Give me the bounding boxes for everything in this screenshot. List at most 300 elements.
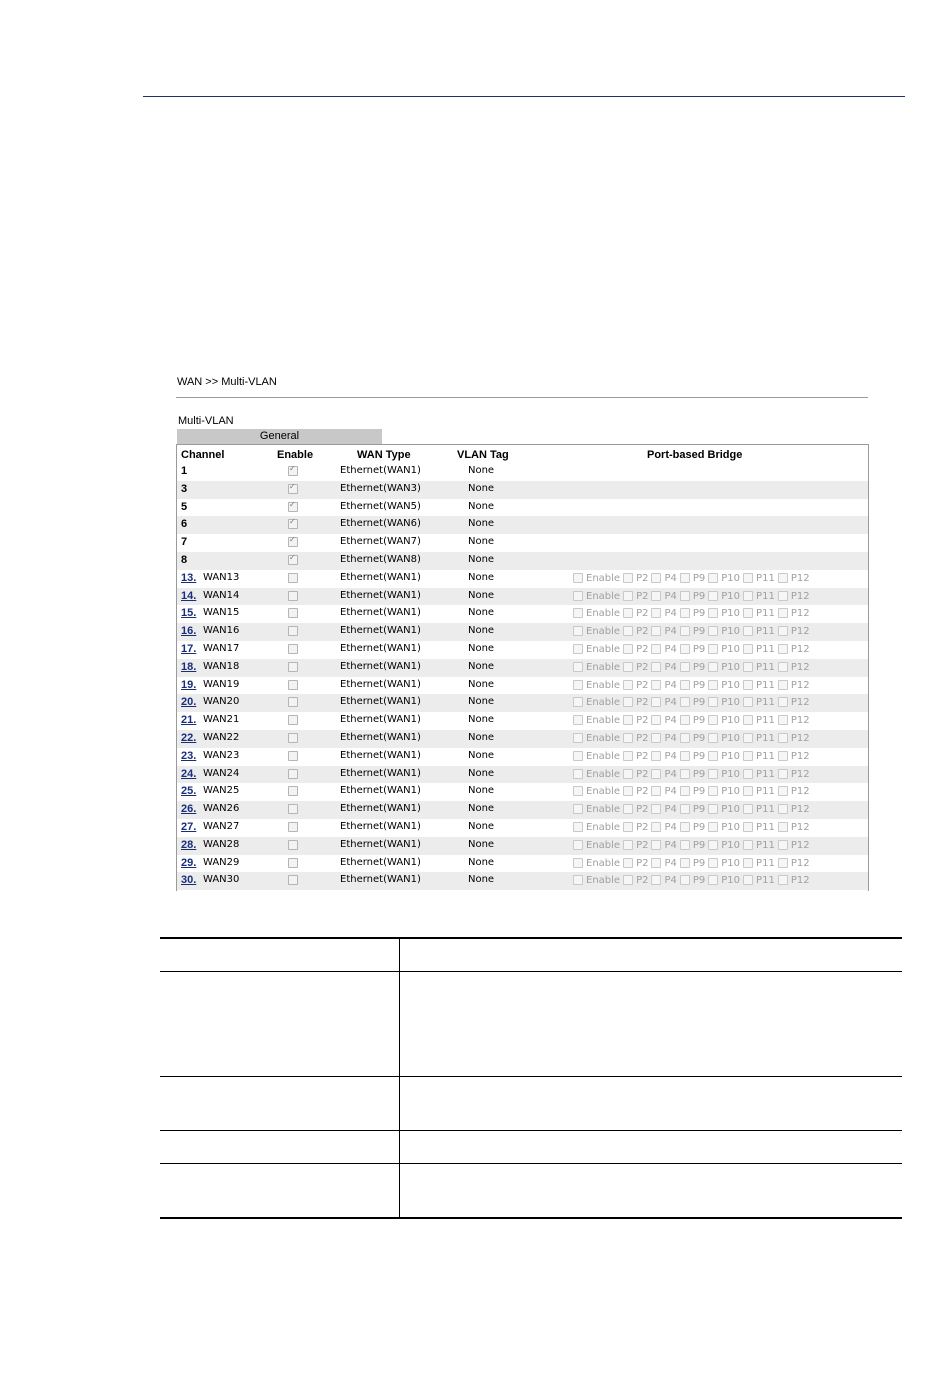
bridge-option-label: P10 [721, 822, 741, 833]
bridge-option-label: P10 [721, 572, 741, 584]
bridge-option-p4[interactable] [651, 804, 676, 815]
wan-name: WAN29 [203, 856, 240, 868]
wan-type: Ethernet(WAN7) [340, 536, 421, 548]
bridge-option-label: P4 [664, 679, 677, 691]
bridge-option-p4[interactable] [651, 733, 676, 744]
bridge-option-label: P4 [664, 750, 677, 762]
enable-checkbox[interactable] [288, 572, 298, 584]
description-header-row [160, 939, 902, 972]
bridge-option-p11[interactable] [743, 591, 775, 602]
bridge-option-p12[interactable] [778, 644, 810, 655]
bridge-option-p4[interactable] [651, 573, 676, 584]
vlan-tag: None [468, 714, 495, 726]
bridge-option-p9[interactable] [680, 804, 705, 815]
bridge-option-p2[interactable] [623, 715, 648, 726]
bridge-option-p2[interactable] [623, 662, 648, 673]
bridge-option-p10[interactable] [708, 840, 740, 851]
enable-checkbox[interactable] [288, 839, 298, 851]
enable-checkbox[interactable] [288, 536, 298, 548]
channel-link[interactable]: 29. [181, 856, 197, 869]
bridge-option-label: P2 [636, 875, 649, 887]
channel-link[interactable]: 20. [181, 696, 197, 709]
bridge-option-p9[interactable] [680, 840, 705, 851]
channel-link[interactable]: 24. [181, 767, 197, 780]
enable-checkbox[interactable] [288, 501, 298, 513]
table-row [177, 730, 868, 748]
wan-type: Ethernet(WAN6) [340, 518, 421, 530]
bridge-option-label: P10 [721, 626, 741, 638]
bridge-option-p12[interactable] [778, 697, 810, 708]
vlan-tag: None [468, 838, 495, 850]
bridge-option-p2[interactable] [623, 804, 648, 815]
bridge-option-p11[interactable] [743, 751, 775, 762]
bridge-option-label: P2 [636, 715, 649, 727]
table-row [177, 516, 868, 534]
bridge-option-p9[interactable] [680, 875, 705, 886]
description-row [160, 1131, 902, 1164]
table-row [177, 481, 868, 499]
bridge-option-label: P2 [636, 626, 649, 638]
bridge-option-p4[interactable] [651, 591, 676, 602]
enable-checkbox[interactable] [288, 590, 298, 602]
bridge-option-label: P2 [636, 644, 649, 655]
wan-type: Ethernet(WAN1) [340, 465, 421, 476]
bridge-option-label: Enable [586, 644, 621, 655]
bridge-option-enable[interactable] [573, 626, 620, 637]
bridge-option-enable[interactable] [573, 733, 620, 744]
bridge-option-label: Enable [586, 750, 621, 762]
bridge-option-label: P11 [756, 786, 775, 798]
wan-name: WAN13 [203, 571, 240, 583]
bridge-option-label: P12 [790, 804, 810, 816]
bridge-option-p11[interactable] [743, 786, 775, 797]
bridge-option-p12[interactable] [778, 875, 810, 886]
bridge-option-label: P9 [692, 857, 706, 869]
channel-link[interactable]: 15. [181, 607, 197, 620]
channel-link[interactable]: 27. [181, 821, 197, 833]
bridge-option-enable[interactable] [573, 804, 620, 815]
port-bridge-options [573, 715, 813, 726]
bridge-option-label: P10 [721, 679, 741, 691]
bridge-option-enable[interactable] [573, 840, 620, 851]
bridge-option-enable[interactable] [573, 769, 620, 780]
bridge-option-p2[interactable] [623, 591, 648, 602]
bridge-option-p9[interactable] [680, 573, 705, 584]
enable-checkbox[interactable] [288, 714, 298, 726]
bridge-option-label: P9 [692, 786, 706, 798]
bridge-option-label: P11 [756, 697, 775, 709]
bridge-option-p12[interactable] [778, 822, 810, 833]
bridge-option-p11[interactable] [743, 769, 775, 780]
table-row [177, 605, 868, 623]
enable-checkbox[interactable] [288, 465, 298, 477]
bridge-option-p10[interactable] [708, 662, 740, 673]
tab-general[interactable]: General [177, 429, 382, 444]
wan-type: Ethernet(WAN3) [340, 482, 421, 494]
wan-type: Ethernet(WAN1) [340, 678, 421, 690]
table-row [177, 463, 868, 481]
wan-type: Ethernet(WAN1) [340, 838, 421, 850]
bridge-option-label: P2 [636, 733, 649, 744]
channel-link[interactable]: 23. [181, 749, 197, 762]
wan-name: WAN26 [203, 803, 240, 815]
header-enable: Enable [277, 449, 314, 461]
vlan-tag: None [468, 482, 495, 494]
bridge-option-p10[interactable] [708, 680, 740, 691]
bridge-option-p9[interactable] [680, 662, 705, 673]
wan-type: Ethernet(WAN1) [340, 803, 421, 815]
table-row [177, 712, 868, 730]
bridge-option-label: P12 [790, 608, 810, 620]
wan-type: Ethernet(WAN1) [340, 696, 421, 708]
bridge-option-label: P4 [664, 804, 677, 816]
enable-checkbox[interactable] [288, 554, 298, 566]
bridge-option-p10[interactable] [708, 786, 740, 797]
bridge-option-p10[interactable] [708, 875, 740, 886]
bridge-option-p10[interactable] [708, 644, 740, 655]
bridge-option-p2[interactable] [623, 822, 648, 833]
bridge-option-enable[interactable] [573, 608, 620, 619]
bridge-option-p2[interactable] [623, 751, 648, 762]
bridge-option-label: P11 [756, 644, 775, 655]
enable-checkbox[interactable] [288, 821, 298, 833]
bridge-option-p12[interactable] [778, 769, 810, 780]
bridge-option-p2[interactable] [623, 786, 648, 797]
bridge-option-label: P4 [664, 590, 677, 602]
channel-link[interactable]: 22. [181, 732, 197, 744]
bridge-option-enable[interactable] [573, 591, 620, 602]
description-table [160, 937, 902, 1219]
wan-type: Ethernet(WAN1) [340, 856, 421, 868]
wan-name: WAN23 [203, 749, 240, 761]
table-row [177, 837, 868, 855]
port-bridge-options [573, 591, 813, 602]
channel-link[interactable]: 26. [181, 803, 197, 816]
port-bridge-options [573, 769, 813, 780]
channel-link[interactable]: 25. [181, 785, 197, 798]
channel-link[interactable]: 16. [181, 625, 197, 638]
bridge-option-p4[interactable] [651, 786, 676, 797]
bridge-option-label: P11 [756, 715, 775, 727]
enable-checkbox[interactable] [288, 696, 298, 708]
bridge-option-enable[interactable] [573, 697, 620, 708]
bridge-option-p2[interactable] [623, 875, 648, 886]
bridge-option-p12[interactable] [778, 680, 810, 691]
bridge-option-p10[interactable] [708, 573, 740, 584]
bridge-option-p4[interactable] [651, 662, 676, 673]
bridge-option-label: P10 [721, 715, 741, 727]
bridge-option-p12[interactable] [778, 608, 810, 619]
enable-checkbox[interactable] [288, 768, 298, 780]
bridge-option-p4[interactable] [651, 875, 676, 886]
bridge-option-p2[interactable] [623, 680, 648, 691]
bridge-option-p9[interactable] [680, 733, 705, 744]
bridge-option-p4[interactable] [651, 858, 676, 869]
enable-checkbox[interactable] [288, 857, 298, 869]
wan-type: Ethernet(WAN1) [340, 732, 421, 743]
bridge-option-p11[interactable] [743, 573, 775, 584]
bridge-option-enable[interactable] [573, 858, 620, 869]
table-row [177, 872, 868, 890]
enable-checkbox[interactable] [288, 607, 298, 619]
bridge-option-label: P10 [721, 857, 741, 869]
vlan-tag: None [468, 536, 495, 548]
bridge-option-p9[interactable] [680, 626, 705, 637]
bridge-option-p9[interactable] [680, 858, 705, 869]
bridge-option-p2[interactable] [623, 573, 648, 584]
bridge-option-p12[interactable] [778, 840, 810, 851]
enable-checkbox[interactable] [288, 643, 298, 655]
bridge-option-p11[interactable] [743, 733, 775, 744]
bridge-option-p11[interactable] [743, 626, 775, 637]
bridge-option-enable[interactable] [573, 875, 620, 886]
bridge-option-p12[interactable] [778, 804, 810, 815]
bridge-option-p4[interactable] [651, 715, 676, 726]
bridge-option-label: P10 [721, 839, 741, 851]
bridge-option-p2[interactable] [623, 840, 648, 851]
bridge-option-p9[interactable] [680, 822, 705, 833]
page-header-rule [143, 96, 905, 97]
channel-number: 7 [181, 536, 188, 549]
bridge-option-p11[interactable] [743, 662, 775, 673]
bridge-option-p10[interactable] [708, 591, 740, 602]
bridge-option-p9[interactable] [680, 769, 705, 780]
wan-name: WAN16 [203, 625, 240, 637]
bridge-option-label: P9 [692, 839, 706, 851]
bridge-option-p2[interactable] [623, 626, 648, 637]
enable-checkbox[interactable] [288, 661, 298, 673]
channel-link[interactable]: 21. [181, 714, 197, 727]
channel-number: 8 [181, 554, 188, 566]
bridge-option-enable[interactable] [573, 751, 620, 762]
bridge-option-enable[interactable] [573, 786, 620, 797]
channel-link[interactable]: 18. [181, 660, 197, 673]
bridge-option-p12[interactable] [778, 786, 810, 797]
bridge-option-enable[interactable] [573, 680, 620, 691]
bridge-option-label: P10 [721, 590, 741, 602]
vlan-tag: None [468, 518, 495, 530]
wan-name: WAN22 [203, 732, 240, 743]
bridge-option-p4[interactable] [651, 840, 676, 851]
enable-checkbox[interactable] [288, 803, 298, 815]
enable-checkbox[interactable] [288, 732, 298, 744]
bridge-option-enable[interactable] [573, 644, 620, 655]
bridge-option-label: P11 [756, 626, 775, 638]
bridge-option-p12[interactable] [778, 733, 810, 744]
bridge-option-p10[interactable] [708, 697, 740, 708]
bridge-option-p10[interactable] [708, 804, 740, 815]
breadcrumb: WAN >> Multi-VLAN [177, 376, 277, 388]
bridge-option-p9[interactable] [680, 680, 705, 691]
bridge-option-p2[interactable] [623, 644, 648, 655]
bridge-option-p9[interactable] [680, 715, 705, 726]
bridge-option-label: P2 [636, 786, 649, 798]
bridge-option-p9[interactable] [680, 591, 705, 602]
bridge-option-label: P9 [692, 768, 706, 780]
vlan-tag: None [468, 500, 495, 512]
enable-checkbox[interactable] [288, 625, 298, 637]
bridge-option-p2[interactable] [623, 733, 648, 744]
bridge-option-label: P10 [721, 661, 741, 673]
port-bridge-options [573, 858, 813, 869]
enable-checkbox[interactable] [288, 750, 298, 762]
bridge-option-label: Enable [586, 626, 621, 638]
bridge-option-p12[interactable] [778, 626, 810, 637]
wan-type: Ethernet(WAN8) [340, 554, 421, 565]
channel-number: 1 [181, 465, 188, 477]
bridge-option-p12[interactable] [778, 751, 810, 762]
channel-link[interactable]: 14. [181, 589, 197, 602]
breadcrumb-divider [176, 397, 868, 398]
wan-name: WAN19 [203, 678, 240, 690]
bridge-option-p11[interactable] [743, 858, 775, 869]
bridge-option-enable[interactable] [573, 573, 620, 584]
vlan-tag: None [468, 589, 495, 601]
bridge-option-p11[interactable] [743, 715, 775, 726]
bridge-option-p2[interactable] [623, 858, 648, 869]
bridge-option-p9[interactable] [680, 608, 705, 619]
bridge-option-label: P12 [790, 857, 810, 869]
bridge-option-p4[interactable] [651, 751, 676, 762]
bridge-option-p12[interactable] [778, 715, 810, 726]
bridge-option-label: P9 [692, 715, 706, 727]
bridge-option-p4[interactable] [651, 608, 676, 619]
bridge-option-label: P11 [756, 804, 775, 816]
bridge-option-p9[interactable] [680, 751, 705, 762]
wan-name: WAN28 [203, 838, 240, 850]
bridge-option-enable[interactable] [573, 662, 620, 673]
wan-type: Ethernet(WAN1) [340, 660, 421, 672]
bridge-option-label: Enable [586, 590, 621, 602]
port-bridge-options [573, 786, 813, 797]
wan-name: WAN30 [203, 874, 240, 886]
channel-number: 6 [181, 518, 188, 531]
bridge-option-label: P12 [790, 590, 810, 602]
bridge-option-p12[interactable] [778, 591, 810, 602]
channel-number: 3 [181, 482, 188, 495]
bridge-option-p11[interactable] [743, 875, 775, 886]
bridge-option-p9[interactable] [680, 644, 705, 655]
bridge-option-label: P4 [664, 733, 677, 744]
bridge-option-label: Enable [586, 608, 621, 620]
bridge-option-label: Enable [586, 786, 621, 798]
enable-checkbox[interactable] [288, 518, 298, 530]
bridge-option-p11[interactable] [743, 644, 775, 655]
bridge-option-p10[interactable] [708, 751, 740, 762]
channel-link[interactable]: 17. [181, 643, 197, 655]
section-title: Multi-VLAN [178, 415, 234, 427]
enable-checkbox[interactable] [288, 785, 298, 797]
bridge-option-p10[interactable] [708, 822, 740, 833]
bridge-option-p10[interactable] [708, 733, 740, 744]
port-bridge-options [573, 644, 813, 655]
bridge-option-p9[interactable] [680, 786, 705, 797]
port-bridge-options [573, 840, 813, 851]
bridge-option-p2[interactable] [623, 608, 648, 619]
bridge-option-p12[interactable] [778, 858, 810, 869]
bridge-option-p2[interactable] [623, 769, 648, 780]
enable-checkbox[interactable] [288, 483, 298, 495]
bridge-option-p10[interactable] [708, 769, 740, 780]
table-row [177, 748, 868, 766]
bridge-option-p4[interactable] [651, 822, 676, 833]
vlan-tag: None [468, 767, 495, 779]
bridge-option-p11[interactable] [743, 680, 775, 691]
bridge-option-p2[interactable] [623, 697, 648, 708]
bridge-option-label: Enable [586, 679, 621, 691]
channel-link[interactable]: 28. [181, 838, 197, 851]
bridge-option-label: P2 [636, 750, 649, 762]
enable-checkbox[interactable] [288, 874, 298, 886]
vlan-tag: None [468, 643, 495, 654]
channel-link[interactable]: 13. [181, 571, 197, 584]
wan-type: Ethernet(WAN1) [340, 767, 421, 779]
bridge-option-label: Enable [586, 715, 621, 727]
bridge-option-label: P9 [692, 875, 706, 887]
bridge-option-label: P9 [692, 697, 706, 709]
bridge-option-p10[interactable] [708, 608, 740, 619]
bridge-option-enable[interactable] [573, 822, 620, 833]
bridge-option-label: P4 [664, 822, 677, 833]
channel-link[interactable]: 19. [181, 678, 197, 691]
table-row [177, 641, 868, 659]
bridge-option-p4[interactable] [651, 697, 676, 708]
bridge-option-p10[interactable] [708, 858, 740, 869]
bridge-option-label: P9 [692, 590, 706, 602]
bridge-option-p11[interactable] [743, 804, 775, 815]
port-bridge-options [573, 680, 813, 691]
bridge-option-p4[interactable] [651, 680, 676, 691]
header-vlan-tag: VLAN Tag [457, 449, 509, 461]
bridge-option-p4[interactable] [651, 769, 676, 780]
bridge-option-p12[interactable] [778, 662, 810, 673]
channel-link[interactable]: 30. [181, 874, 197, 887]
enable-checkbox[interactable] [288, 679, 298, 691]
bridge-option-p11[interactable] [743, 608, 775, 619]
bridge-option-label: P12 [790, 875, 810, 887]
table-row [177, 694, 868, 712]
bridge-option-label: P9 [692, 644, 706, 655]
port-bridge-options [573, 626, 813, 637]
port-bridge-options [573, 804, 813, 815]
table-row [177, 801, 868, 819]
vlan-tag: None [468, 856, 495, 868]
bridge-option-label: P12 [790, 644, 810, 655]
table-row [177, 623, 868, 641]
bridge-option-p9[interactable] [680, 697, 705, 708]
wan-name: WAN25 [203, 785, 240, 797]
vlan-tag: None [468, 732, 495, 743]
bridge-option-p4[interactable] [651, 644, 676, 655]
port-bridge-options [573, 822, 813, 833]
bridge-option-label: P10 [721, 733, 741, 744]
bridge-option-p11[interactable] [743, 840, 775, 851]
bridge-option-label: P10 [721, 768, 741, 780]
bridge-option-p11[interactable] [743, 822, 775, 833]
description-row [160, 1077, 902, 1131]
bridge-option-p10[interactable] [708, 715, 740, 726]
bridge-option-p12[interactable] [778, 573, 810, 584]
bridge-option-p4[interactable] [651, 626, 676, 637]
port-bridge-options [573, 662, 813, 673]
bridge-option-p10[interactable] [708, 626, 740, 637]
bridge-option-label: P11 [756, 857, 775, 869]
bridge-option-enable[interactable] [573, 715, 620, 726]
bridge-option-p11[interactable] [743, 697, 775, 708]
channel-number: 5 [181, 500, 188, 513]
wan-type: Ethernet(WAN1) [340, 714, 421, 726]
bridge-option-label: P10 [721, 750, 741, 762]
